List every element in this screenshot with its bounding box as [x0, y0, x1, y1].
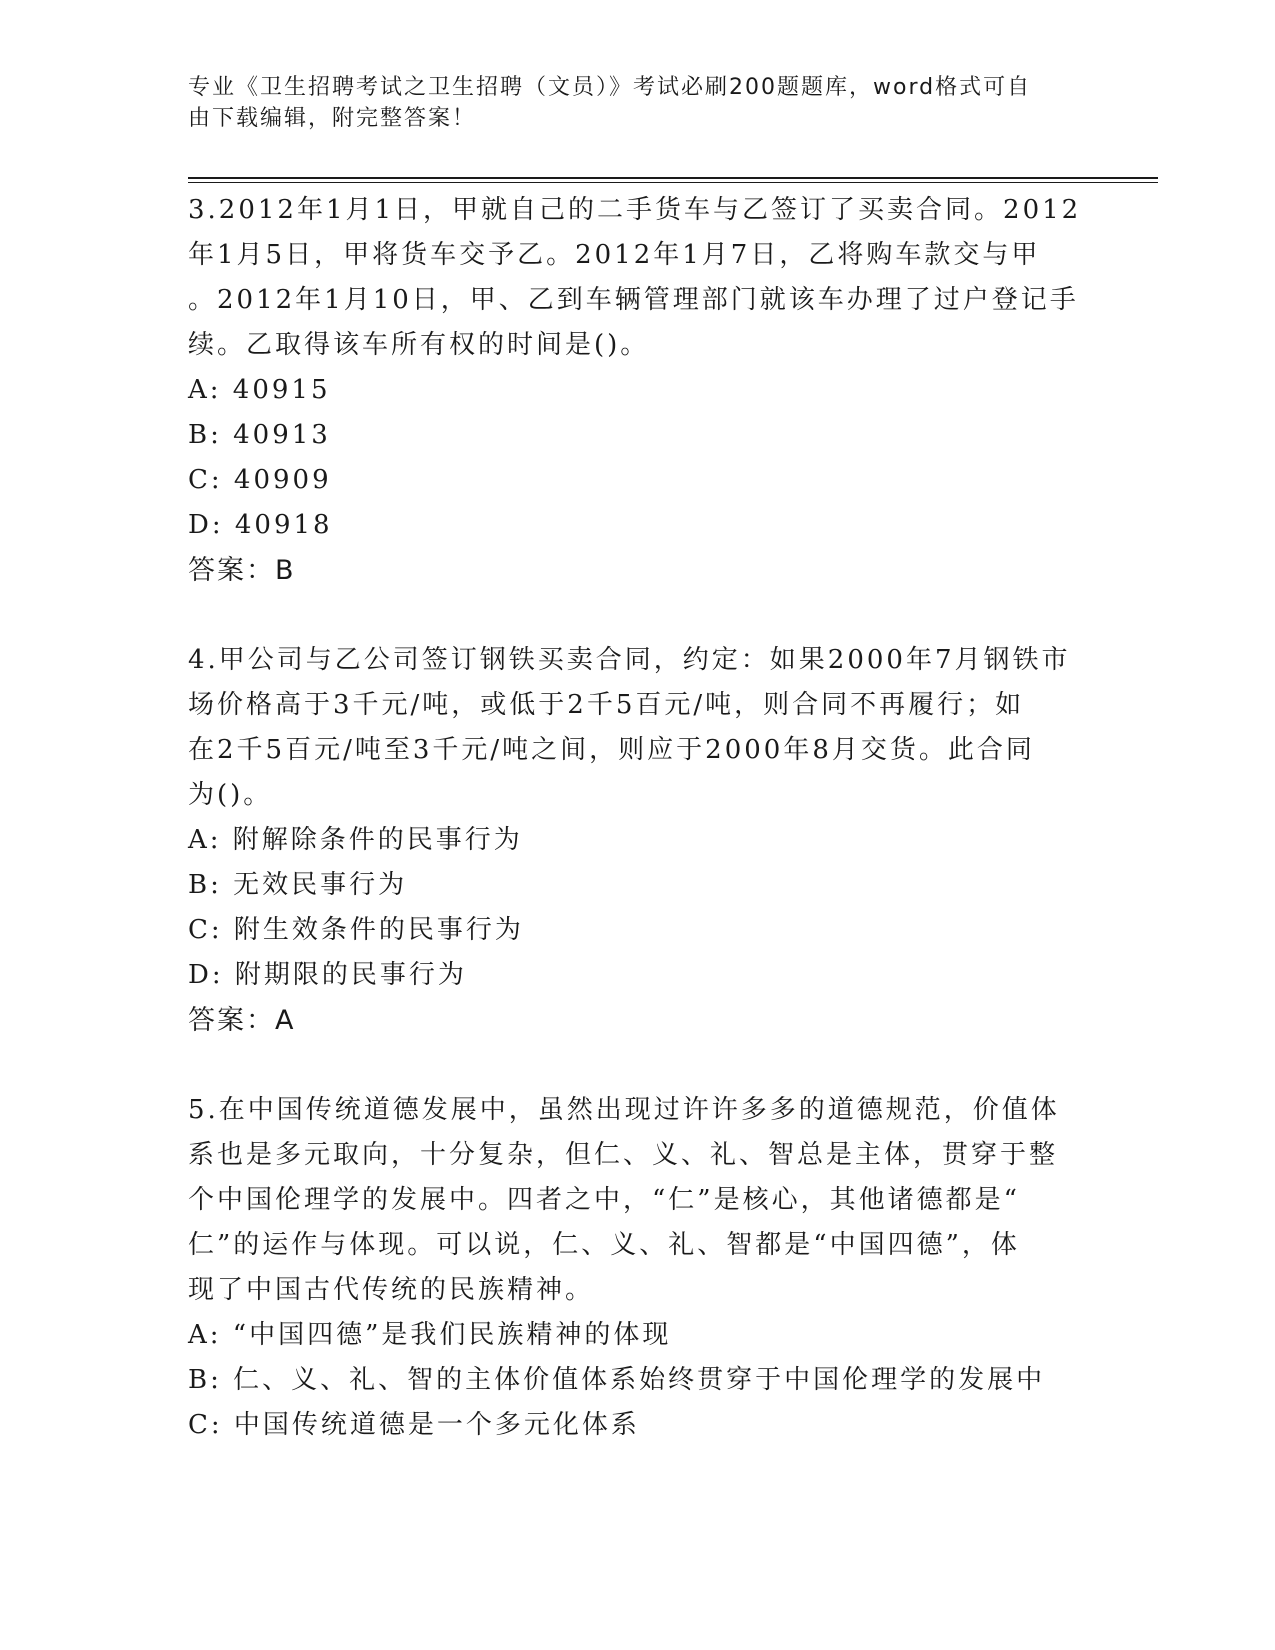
question-5: [188, 1088, 1088, 1448]
spacer: [188, 1043, 1088, 1088]
question-text-line: 系也是多元取向，十分复杂，但仁、义、礼、智总是主体，贯穿于整: [188, 1140, 1059, 1170]
option-a: A: “中国四德”是我们民族精神的体现: [188, 1320, 672, 1350]
option-b: B: 仁、义、礼、智的主体价值体系始终贯穿于中国伦理学的发展中: [188, 1365, 1046, 1395]
header-divider: [188, 177, 1158, 179]
question-text-line: 场价格高于3千元/吨，或低于2千5百元/吨，则合同不再履行；如: [188, 690, 1025, 720]
question-text: [188, 1088, 1088, 1313]
question-4: [188, 638, 1088, 1043]
option-a: A: 附解除条件的民事行为: [188, 825, 523, 855]
option-b: B: 无效民事行为: [188, 870, 408, 900]
question-list: [188, 188, 1088, 1448]
option-c: C: 中国传统道德是一个多元化体系: [188, 1410, 640, 1440]
option-c: C: 附生效条件的民事行为: [188, 915, 524, 945]
question-text-line: 个中国伦理学的发展中。四者之中，“仁”是核心，其他诸德都是“: [188, 1185, 1020, 1215]
document-header: [188, 72, 1088, 134]
option-c: C: 40909: [188, 465, 332, 495]
question-text-line: 3.2012年1月1日，甲就自己的二手货车与乙签订了买卖合同。2012: [188, 195, 1082, 225]
question-text-line: 5.在中国传统道德发展中，虽然出现过许许多多的道德规范，价值体: [188, 1095, 1060, 1125]
header-line-1: 专业《卫生招聘考试之卫生招聘（文员）》考试必刷200题题库，word格式可自: [188, 75, 1032, 100]
question-text-line: 在2千5百元/吨至3千元/吨之间，则应于2000年8月交货。此合同: [188, 735, 1035, 765]
spacer: [188, 593, 1088, 638]
answer-line: 答案：B: [188, 555, 296, 586]
answer-line: 答案：A: [188, 1005, 296, 1036]
header-divider-thin: [188, 182, 1158, 183]
option-b: B: 40913: [188, 420, 331, 450]
question-text-line: 仁”的运作与体现。可以说，仁、义、礼、智都是“中国四德”，体: [188, 1230, 1020, 1260]
header-line-2: 由下载编辑，附完整答案！: [188, 106, 477, 131]
question-text-line: 现了中国古代传统的民族精神。: [188, 1275, 595, 1305]
option-d: D: 40918: [188, 510, 333, 540]
question-text-line: 续。乙取得该车所有权的时间是()。: [188, 330, 650, 360]
question-text: [188, 188, 1088, 368]
option-a: A: 40915: [188, 375, 331, 405]
question-text-line: 年1月5日，甲将货车交予乙。2012年1月7日，乙将购车款交与甲: [188, 240, 1041, 270]
question-text: [188, 638, 1088, 818]
question-text-line: 。2012年1月10日，甲、乙到车辆管理部门就该车办理了过户登记手: [188, 285, 1079, 315]
question-text-line: 4.甲公司与乙公司签订钢铁买卖合同，约定：如果2000年7月钢铁市: [188, 645, 1071, 675]
option-d: D: 附期限的民事行为: [188, 960, 467, 990]
question-text-line: 为()。: [188, 780, 273, 810]
question-3: [188, 188, 1088, 593]
